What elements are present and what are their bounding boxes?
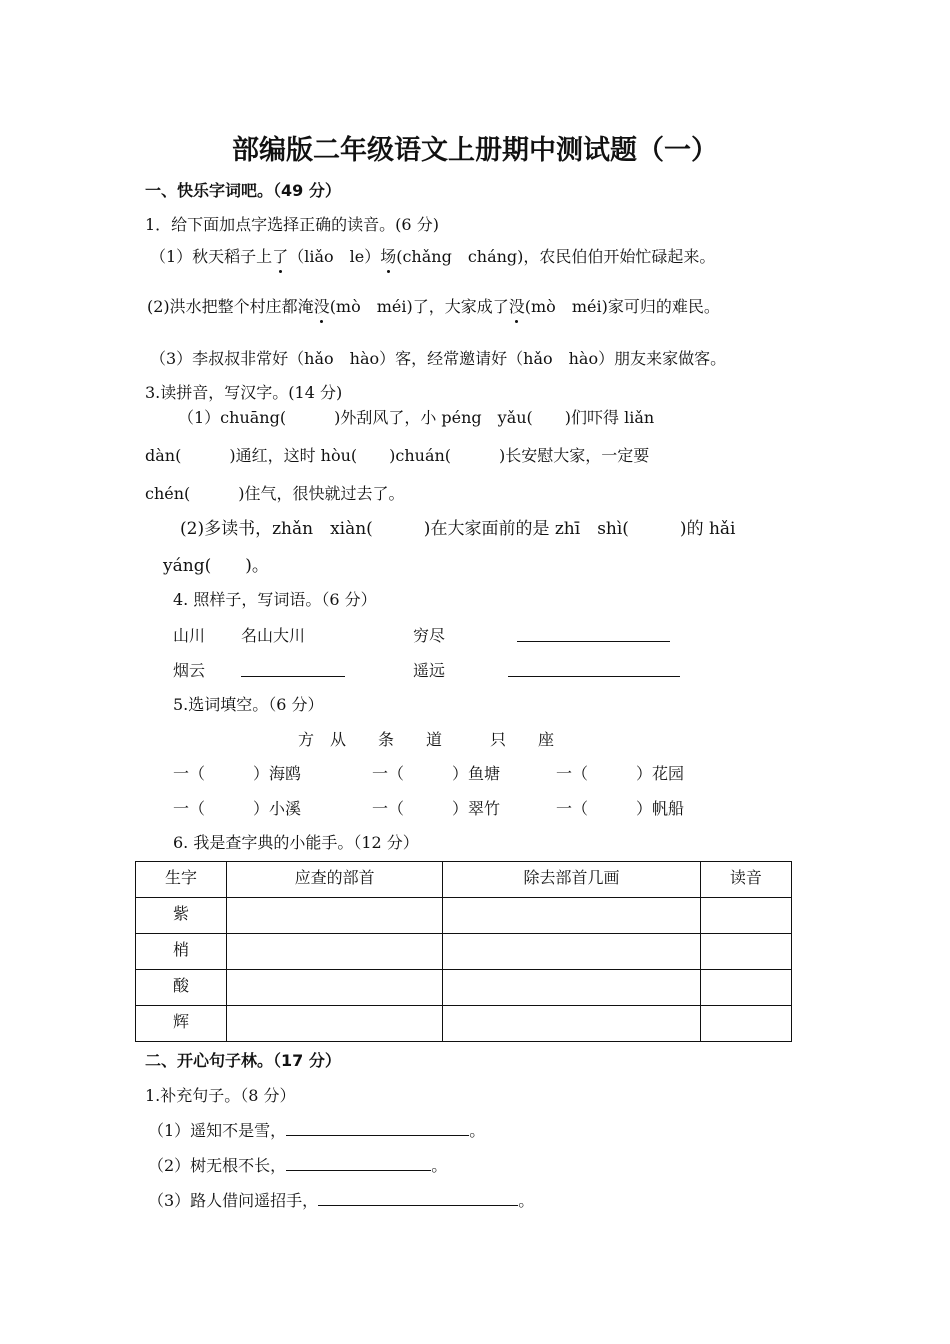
s2q1-item: [148, 1188, 534, 1211]
q1-item1: [150, 244, 715, 267]
table-cell-char: 紫: [136, 898, 227, 934]
table-cell-empty[interactable]: [443, 970, 701, 1006]
answer-line[interactable]: [286, 1156, 431, 1171]
q3-line1: （1）chuāng( )外刮风了，小 péng yǎu( )们吓得 liǎn: [178, 408, 655, 427]
s2q1-heading: 1.补充句子。（8 分）: [145, 1086, 296, 1105]
q5-blank: 一（ ）小溪: [173, 799, 302, 818]
q4-example-answer: 名山大川: [241, 626, 306, 645]
q4-word3: 烟云: [173, 661, 206, 680]
table-cell-empty[interactable]: [227, 970, 443, 1006]
answer-line[interactable]: [286, 1121, 469, 1136]
sentence-end: 。: [431, 1156, 448, 1175]
q4-word2: 穷尽: [413, 626, 446, 645]
q4-heading: 4. 照样子，写词语。（6 分）: [173, 590, 377, 609]
q5-options: 方 从 条 道 只 座: [298, 730, 555, 749]
s2q1-item: [148, 1153, 447, 1176]
dotted-char: 没: [314, 294, 330, 317]
sentence-end: 。: [469, 1121, 486, 1140]
dotted-char: 没: [509, 294, 525, 317]
table-cell-empty[interactable]: [227, 1006, 443, 1042]
q1-item2-b: (mò méi)了，大家成了: [329, 297, 509, 316]
table-cell-char: 酸: [136, 970, 227, 1006]
q5-blank: 一（ ）海鸥: [173, 764, 302, 783]
table-cell-empty[interactable]: [443, 1006, 701, 1042]
section1-heading: 一、快乐字词吧。（49 分）: [145, 181, 341, 200]
q4-word4: 遥远: [413, 661, 446, 680]
q5-blank: 一（ ）翠竹: [372, 799, 501, 818]
q1-item1-a: （1）秋天稻子上: [150, 247, 273, 266]
s2q1-item-text: （2）树无根不长，: [148, 1156, 287, 1175]
q4-example-word: 山川: [173, 626, 206, 645]
dotted-char: 了: [272, 244, 288, 267]
s2q1-item-text: （1）遥知不是雪，: [148, 1121, 287, 1140]
table-cell-empty[interactable]: [443, 898, 701, 934]
table-cell-empty[interactable]: [700, 934, 791, 970]
section2-heading: 二、开心句子林。（17 分）: [145, 1051, 341, 1070]
s2q1-item: [148, 1118, 485, 1141]
table-header-row: [136, 862, 792, 898]
q3-line4: (2)多读书，zhǎn xiàn( )在大家面前的是 zhī shì( )的 hǎi: [180, 519, 736, 539]
table-row: [136, 970, 792, 1006]
table-cell-empty[interactable]: [227, 934, 443, 970]
q5-blank: 一（ ）花园: [556, 764, 685, 783]
table-cell-char: 梢: [136, 934, 227, 970]
s2q1-item-text: （3）路人借问遥招手，: [148, 1191, 319, 1210]
q1-heading: 1．给下面加点字选择正确的读音。(6 分): [145, 215, 439, 234]
q1-item2: [147, 294, 720, 317]
answer-line[interactable]: [318, 1191, 518, 1206]
q1-item2-c: (mò méi)家可归的难民。: [524, 297, 720, 316]
q5-blank: 一（ ）鱼塘: [372, 764, 501, 783]
table-cell-char: 辉: [136, 1006, 227, 1042]
answer-line[interactable]: [241, 662, 345, 677]
table-cell-empty[interactable]: [700, 970, 791, 1006]
q5-heading: 5.选词填空。（6 分）: [173, 695, 324, 714]
q1-item2-a: (2)洪水把整个村庄都淹: [147, 297, 314, 316]
table-row: [136, 1006, 792, 1042]
q1-item3: （3）李叔叔非常好（hǎo hào）客，经常邀请好（hǎo hào）朋友来家做客。: [150, 349, 727, 368]
q1-item1-b: （liǎo le）: [288, 247, 381, 266]
column-header: 除去部首几画: [443, 862, 701, 898]
table-row: [136, 898, 792, 934]
table-row: [136, 934, 792, 970]
q3-heading: 3.读拼音，写汉字。(14 分): [145, 383, 343, 402]
table-cell-empty[interactable]: [700, 1006, 791, 1042]
q3-line2: dàn( )通红，这时 hòu( )chuán( )长安慰大家，一定要: [145, 446, 650, 465]
dotted-char: 场: [380, 244, 396, 267]
table-cell-empty[interactable]: [700, 898, 791, 934]
column-header: 生字: [136, 862, 227, 898]
q6-heading: 6. 我是查字典的小能手。（12 分）: [173, 833, 419, 852]
column-header: 读音: [700, 862, 791, 898]
column-header: 应查的部首: [227, 862, 443, 898]
q1-item1-c: (chǎng cháng)，农民伯伯开始忙碌起来。: [396, 247, 716, 266]
dictionary-table: [135, 861, 792, 1042]
q3-line3: chén( )住气，很快就过去了。: [145, 484, 405, 503]
table-cell-empty[interactable]: [443, 934, 701, 970]
q5-blank: 一（ ）帆船: [556, 799, 685, 818]
page-title: 部编版二年级语文上册期中测试题（一）: [232, 135, 718, 166]
q3-line5: yáng( )。: [163, 556, 269, 576]
answer-line[interactable]: [517, 627, 670, 642]
table-cell-empty[interactable]: [227, 898, 443, 934]
sentence-end: 。: [518, 1191, 535, 1210]
answer-line[interactable]: [508, 662, 680, 677]
